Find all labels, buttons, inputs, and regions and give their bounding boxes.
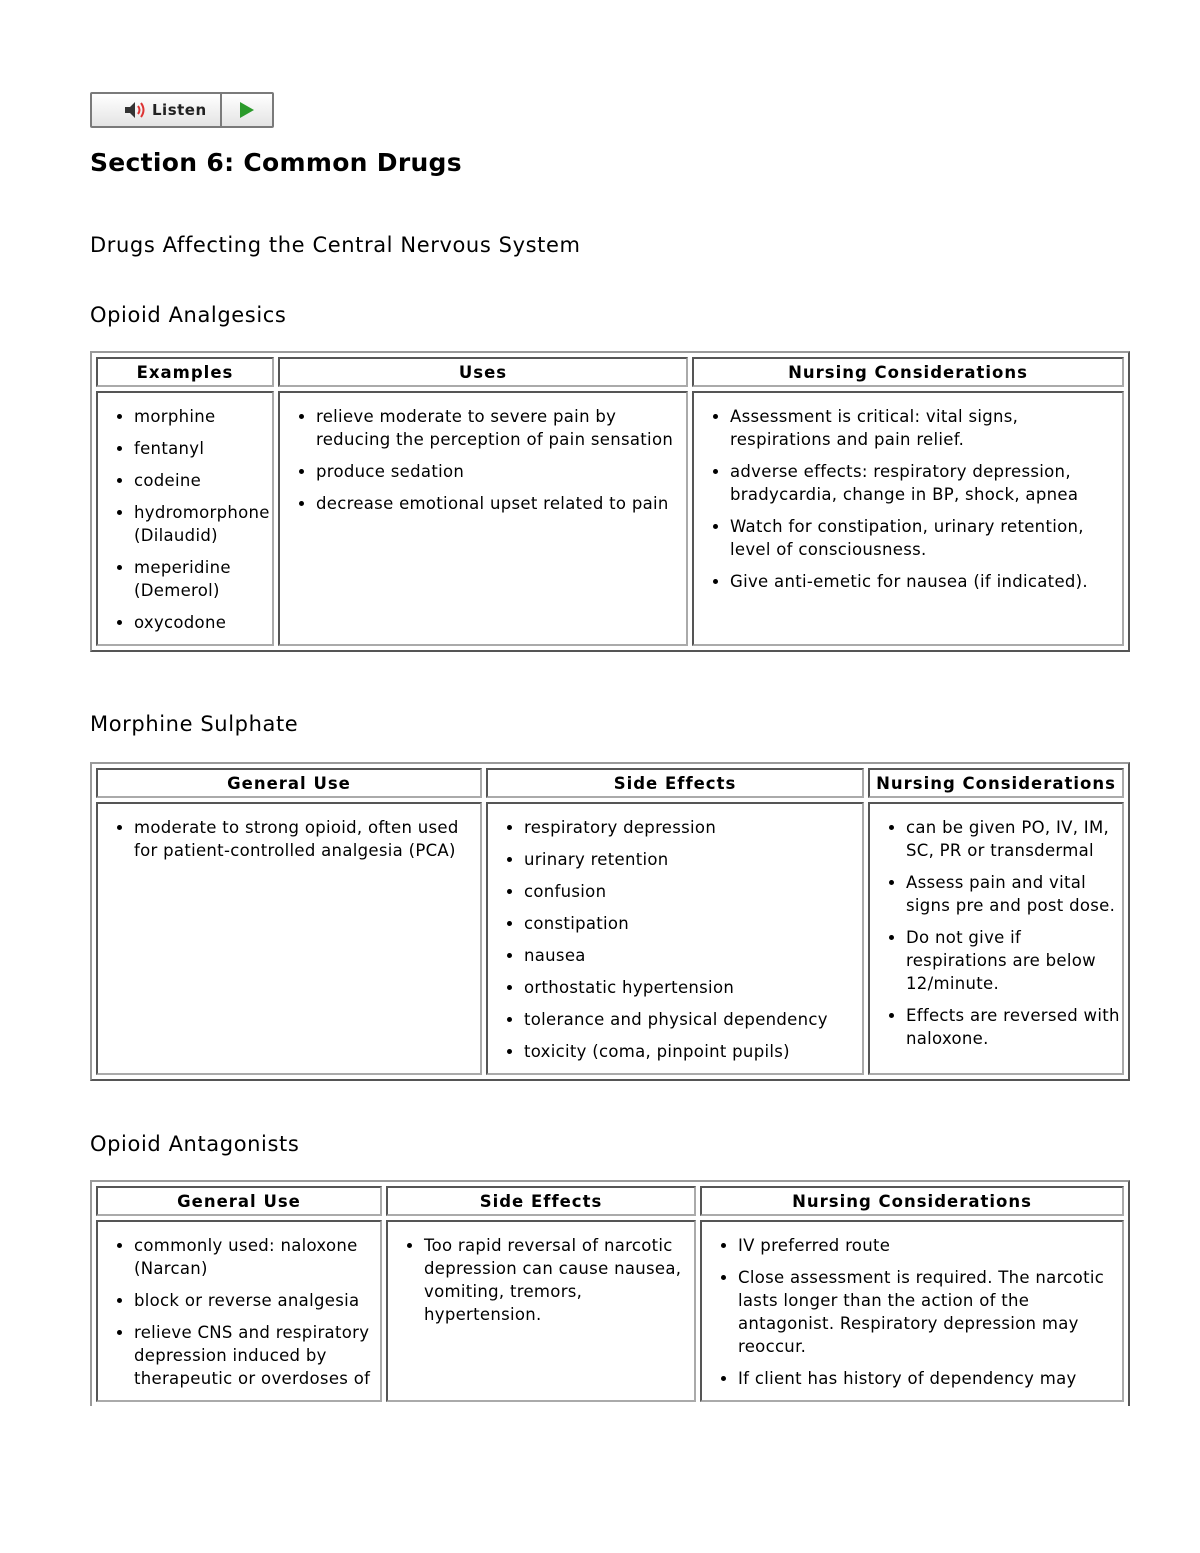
list-item: • Too rapid reversal of narcotic depression can cause nausea, vomiting, tremors, hypertension. — [424, 1234, 692, 1326]
list-item: • toxicity (coma, pinpoint pupils) — [524, 1040, 860, 1063]
column-header: General Use — [96, 768, 482, 798]
nursing-considerations-cell — [868, 802, 1124, 1075]
table-row — [96, 1220, 1124, 1402]
listen-widget — [90, 92, 274, 128]
list-item: • urinary retention — [524, 848, 860, 871]
list-item: • meperidine (Demerol) — [134, 556, 270, 602]
list-item: • Effects are reversed with naloxone. — [906, 1004, 1120, 1050]
nursing-considerations-cell — [692, 391, 1124, 646]
table-header-row — [96, 357, 1124, 387]
listen-label: Listen — [152, 101, 207, 119]
play-button[interactable] — [222, 94, 272, 126]
list-item: • oxycodone — [134, 611, 270, 634]
list-item: • Close assessment is required. The narcotic lasts longer than the action of the antagonist. Respiratory depression may reoccur. — [738, 1266, 1120, 1358]
list-item: • Assess pain and vital signs pre and post dose. — [906, 871, 1120, 917]
list-item: • Watch for constipation, urinary retention, level of consciousness. — [730, 515, 1120, 561]
list-item: • If client has history of dependency may — [738, 1367, 1120, 1390]
list-item: • Give anti-emetic for nausea (if indicated). — [730, 570, 1120, 593]
list-item: • produce sedation — [316, 460, 684, 483]
list-item: • relieve CNS and respiratory depression induced by therapeutic or overdoses of — [134, 1321, 378, 1390]
list-item: • IV preferred route — [738, 1234, 1120, 1257]
opioid-antagonists-section — [90, 1180, 1134, 1406]
uses-cell — [278, 391, 688, 646]
general-use-cell — [96, 1220, 382, 1402]
speaker-icon — [124, 101, 146, 119]
table-header-row — [96, 1186, 1124, 1216]
listen-button[interactable] — [92, 94, 222, 126]
list-item: • commonly used: naloxone (Narcan) — [134, 1234, 378, 1280]
list-item: • morphine — [134, 405, 270, 428]
list-item: • block or reverse analgesia — [134, 1289, 378, 1312]
column-header: Nursing Considerations — [868, 768, 1124, 798]
opioid-antagonists-title: Opioid Antagonists — [90, 1132, 300, 1156]
page-subtitle: Drugs Affecting the Central Nervous System — [90, 233, 581, 257]
list-item: • relieve moderate to severe pain by reducing the perception of pain sensation — [316, 405, 684, 451]
opioid-analgesics-title: Opioid Analgesics — [90, 303, 287, 327]
column-header: Side Effects — [386, 1186, 696, 1216]
nursing-considerations-cell — [700, 1220, 1124, 1402]
opioid-antagonists-table — [90, 1180, 1130, 1406]
list-item: • orthostatic hypertension — [524, 976, 860, 999]
morphine-sulphate-title: Morphine Sulphate — [90, 712, 299, 736]
list-item: • respiratory depression — [524, 816, 860, 839]
list-item: • confusion — [524, 880, 860, 903]
list-item: • tolerance and physical dependency — [524, 1008, 860, 1031]
side-effects-cell — [386, 1220, 696, 1402]
list-item: • nausea — [524, 944, 860, 967]
morphine-sulphate-table — [90, 762, 1130, 1081]
table-row — [96, 391, 1124, 646]
column-header: Uses — [278, 357, 688, 387]
list-item: • Assessment is critical: vital signs, respirations and pain relief. — [730, 405, 1120, 451]
general-use-cell — [96, 802, 482, 1075]
column-header: Nursing Considerations — [700, 1186, 1124, 1216]
column-header: Examples — [96, 357, 274, 387]
column-header: General Use — [96, 1186, 382, 1216]
list-item: • constipation — [524, 912, 860, 935]
side-effects-cell — [486, 802, 864, 1075]
examples-cell — [96, 391, 274, 646]
opioid-analgesics-table — [90, 351, 1130, 652]
list-item: • adverse effects: respiratory depression, bradycardia, change in BP, shock, apnea — [730, 460, 1120, 506]
list-item: • hydromorphone (Dilaudid) — [134, 501, 270, 547]
page-title: Section 6: Common Drugs — [90, 148, 462, 177]
table-row — [96, 802, 1124, 1075]
list-item: • moderate to strong opioid, often used for patient-controlled analgesia (PCA) — [134, 816, 478, 862]
table-header-row — [96, 768, 1124, 798]
play-icon — [240, 102, 254, 118]
column-header: Nursing Considerations — [692, 357, 1124, 387]
column-header: Side Effects — [486, 768, 864, 798]
list-item: • codeine — [134, 469, 270, 492]
list-item: • can be given PO, IV, IM, SC, PR or transdermal — [906, 816, 1120, 862]
page — [90, 92, 1130, 1388]
list-item: • decrease emotional upset related to pain — [316, 492, 684, 515]
list-item: • fentanyl — [134, 437, 270, 460]
morphine-sulphate-section — [90, 762, 1130, 1081]
list-item: • Do not give if respirations are below 12/minute. — [906, 926, 1120, 995]
